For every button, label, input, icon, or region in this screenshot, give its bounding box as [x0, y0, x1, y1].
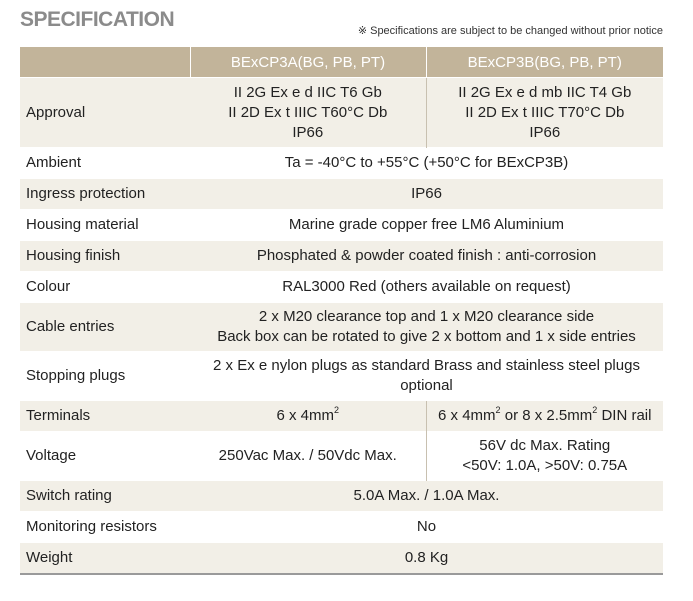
page-title: SPECIFICATION: [20, 8, 175, 31]
spec-table: [20, 47, 663, 575]
row-housing-finish: [20, 241, 663, 272]
approval-b-line: IP66: [529, 123, 561, 141]
terminals-b-text: 6 x 4mm: [438, 407, 496, 424]
switch-rating-value: 5.0A Max. / 1.0A Max.: [190, 481, 663, 512]
terminals-b-sup: 2: [592, 405, 598, 415]
row-label: Ambient: [20, 148, 190, 179]
row-label: Switch rating: [20, 481, 190, 512]
row-label: Stopping plugs: [20, 352, 190, 401]
terminals-a-text: 6 x 4mm: [276, 407, 334, 424]
row-stopping-plugs: [20, 352, 663, 401]
row-label: Monitoring resistors: [20, 512, 190, 543]
header-model-b: BExCP3B(BG, PB, PT): [426, 47, 663, 78]
ambient-value: Ta = -40°C to +55°C (+50°C for BExCP3B): [190, 148, 663, 179]
terminals-b-suffix: DIN rail: [597, 407, 652, 424]
row-label: Ingress protection: [20, 179, 190, 210]
row-label: Housing material: [20, 210, 190, 241]
approval-a-line: II 2G Ex e d IIC T6 Gb: [233, 83, 382, 101]
cable-entries-line: Back box can be rotated to give 2 x bottom and 1 x side entries: [217, 328, 636, 345]
stopping-plugs-value: [190, 352, 663, 401]
table-header-row: [20, 47, 663, 78]
row-label: Colour: [20, 272, 190, 303]
approval-b: [426, 78, 663, 148]
stopping-plugs-line: optional: [400, 377, 453, 394]
terminals-b: [426, 401, 663, 432]
terminals-b-sup: 2: [495, 405, 501, 415]
terminals-b-mid: or 8 x 2.5mm: [500, 407, 593, 424]
row-label: Cable entries: [20, 303, 190, 352]
row-ambient: [20, 148, 663, 179]
weight-value: 0.8 Kg: [190, 543, 663, 575]
row-housing-material: [20, 210, 663, 241]
row-monitoring-resistors: [20, 512, 663, 543]
row-switch-rating: [20, 481, 663, 512]
row-label: Weight: [20, 543, 190, 575]
notice-text: ※ Specifications are subject to be changed without prior notice: [357, 25, 663, 37]
voltage-b-line: 56V dc Max. Rating: [479, 437, 611, 454]
approval-a-line: II 2D Ex t IIIC T60°C Db: [228, 103, 388, 121]
row-weight: [20, 543, 663, 575]
row-approval: [20, 78, 663, 148]
row-label: Housing finish: [20, 241, 190, 272]
header-model-a: BExCP3A(BG, PB, PT): [190, 47, 426, 78]
colour-value: RAL3000 Red (others available on request): [190, 272, 663, 303]
ingress-value: IP66: [190, 179, 663, 210]
row-cable-entries: [20, 303, 663, 352]
voltage-b-line: <50V: 1.0A, >50V: 0.75A: [462, 457, 628, 474]
header-blank: [20, 47, 190, 78]
row-colour: [20, 272, 663, 303]
approval-b-line: II 2D Ex t IIIC T70°C Db: [465, 103, 625, 121]
monitoring-value: No: [190, 512, 663, 543]
row-ingress: [20, 179, 663, 210]
approval-a: [190, 78, 426, 148]
housing-material-value: Marine grade copper free LM6 Aluminium: [190, 210, 663, 241]
row-voltage: [20, 432, 663, 481]
row-terminals: [20, 401, 663, 432]
cable-entries-value: [190, 303, 663, 352]
housing-finish-value: Phosphated & powder coated finish : anti-corrosion: [190, 241, 663, 272]
voltage-b: [426, 432, 663, 481]
row-label: Approval: [20, 78, 190, 148]
approval-b-line: II 2G Ex e d mb IIC T4 Gb: [458, 83, 632, 101]
terminals-a-sup: 2: [334, 405, 340, 415]
approval-a-line: IP66: [292, 123, 324, 141]
cable-entries-line: 2 x M20 clearance top and 1 x M20 clearance side: [258, 308, 595, 325]
voltage-a: 250Vac Max. / 50Vdc Max.: [190, 432, 426, 481]
stopping-plugs-line: 2 x Ex e nylon plugs as standard Brass and stainless steel plugs: [213, 357, 640, 374]
row-label: Voltage: [20, 432, 190, 481]
row-label: Terminals: [20, 401, 190, 432]
terminals-a: [190, 401, 426, 432]
